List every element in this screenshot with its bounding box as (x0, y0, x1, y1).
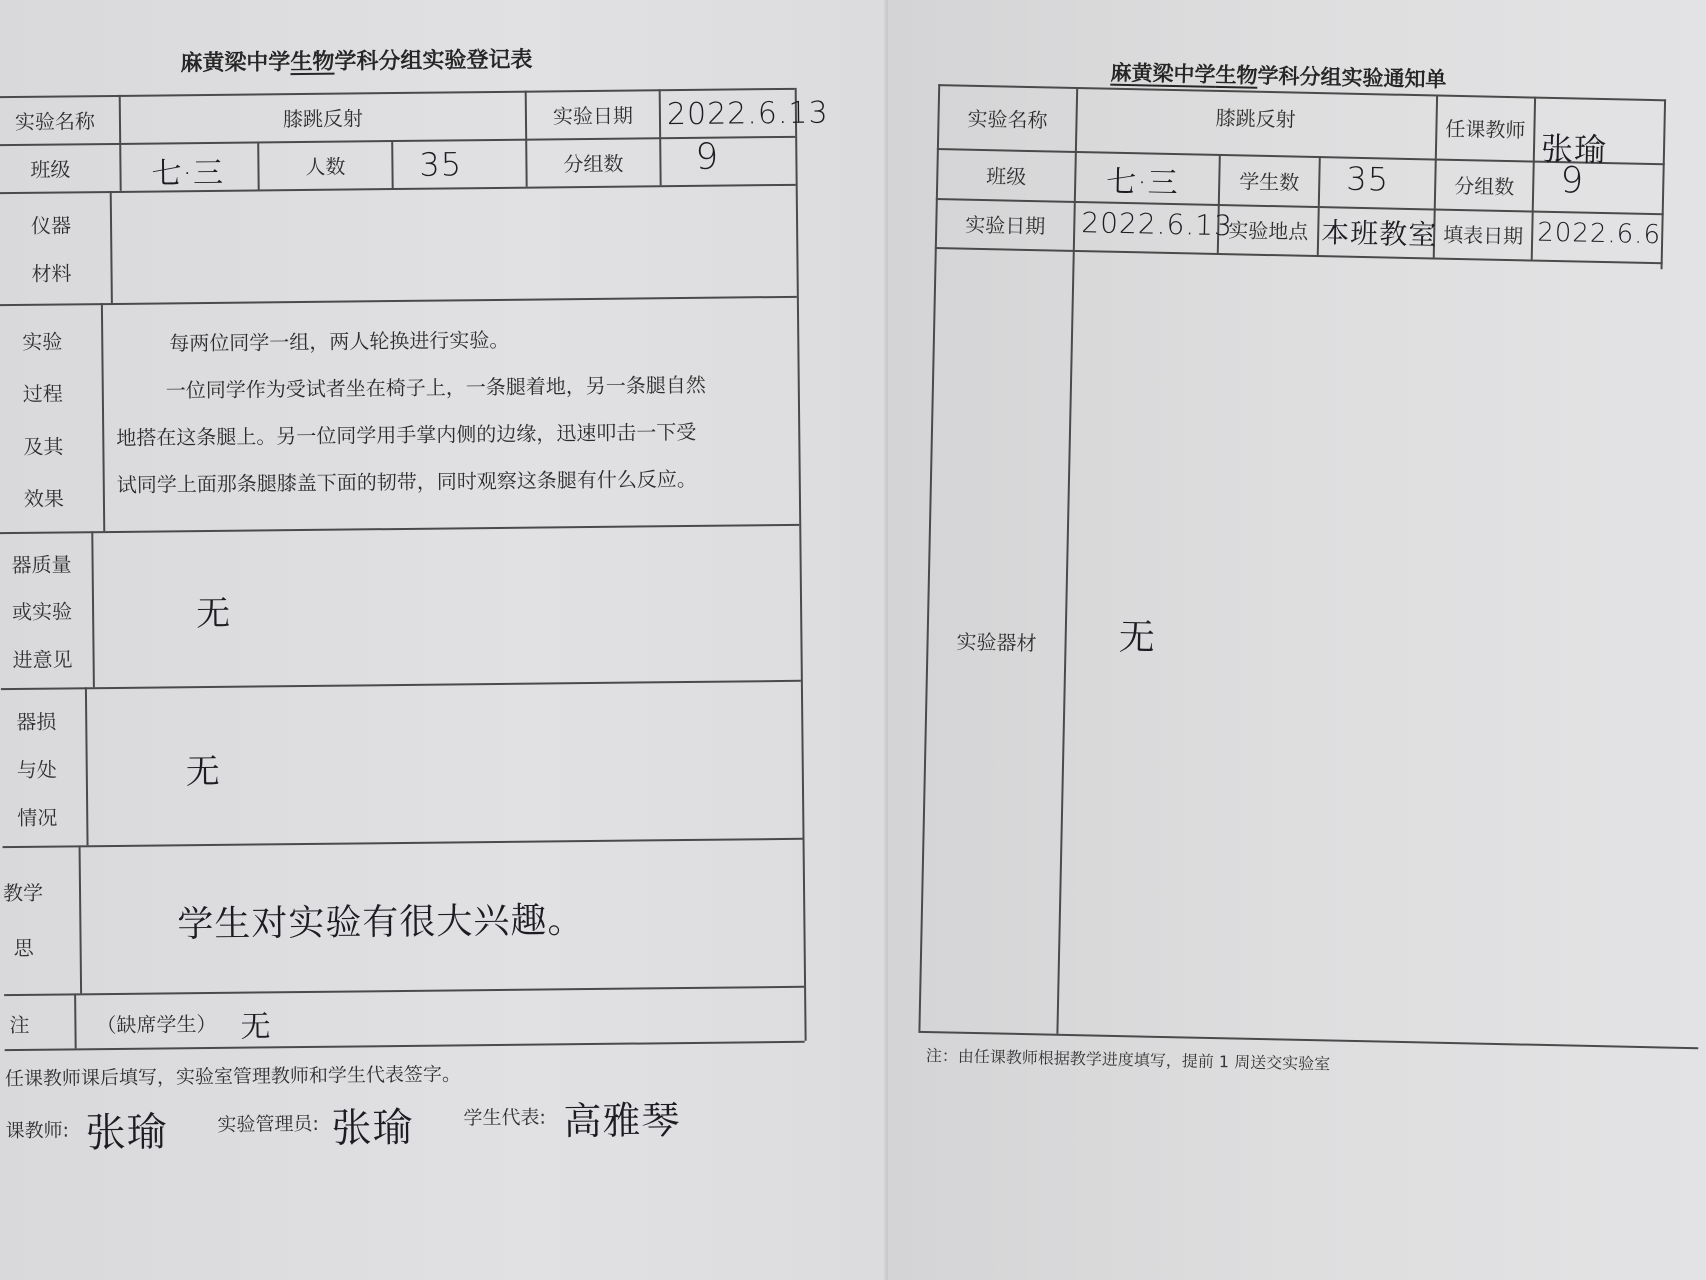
grid-line (0, 296, 797, 306)
left-form-title (180, 43, 532, 78)
label-instruments-1: 仪器 (30, 212, 72, 238)
value-reflection: 学生对实验有很大兴趣。 (177, 900, 585, 946)
label-quality-3: 进意见 (12, 647, 73, 672)
label-reflection-2: 思 (13, 935, 34, 961)
value-teacher: 张瑜 (1540, 129, 1608, 170)
label-process-3: 及其 (23, 434, 64, 459)
label-process-1: 实验 (22, 329, 63, 354)
label-experiment-date: 实验日期 (552, 103, 634, 128)
grid-line (1, 680, 801, 690)
process-description (115, 315, 707, 509)
label-class: 班级 (986, 163, 1027, 189)
label-damage-3: 情况 (17, 805, 58, 830)
label-location: 实验地点 (1228, 218, 1309, 244)
label-experiment-name: 实验名称 (967, 106, 1048, 132)
student-rep-signature: 高雅琴 (563, 1098, 681, 1144)
process-line: 每两位同学一组，两人轮换进行实验。 (169, 327, 510, 356)
process-line: 地搭在这条腿上。另一位同学用手掌内侧的边缘，迅速叩击一下受 (116, 419, 697, 450)
label-remark: 注 (9, 1012, 30, 1037)
left-footer-note: 任课教师课后填写，实验室管理教师和学生代表签字。 (4, 1063, 462, 1091)
left-title-suffix: 学科分组实验登记表 (334, 47, 533, 75)
label-damage-2: 与处 (16, 757, 57, 782)
value-class: 七·三 (151, 155, 225, 192)
teacher-sign-label: 课教师: (5, 1119, 70, 1143)
label-absent: （缺席学生） (96, 1011, 217, 1038)
process-line: 试同学上面那条腿膝盖下面的韧带，同时观察这条腿有什么反应。 (116, 466, 697, 497)
grid-line (101, 303, 105, 531)
label-quality (0, 539, 85, 682)
value-location: 本班教室 (1320, 216, 1438, 252)
label-group-count: 分组数 (563, 151, 624, 176)
label-damage-1: 器损 (16, 709, 57, 734)
label-quality-2: 或实验 (11, 599, 73, 625)
teacher-signature: 张瑜 (85, 1109, 168, 1157)
label-process (0, 313, 89, 524)
label-reflection (3, 864, 44, 974)
value-experiment-name: 膝跳反射 (282, 105, 364, 131)
value-class: 七·三 (1105, 164, 1180, 202)
lab-manager-signature: 张瑜 (331, 1104, 414, 1152)
right-title-school: 麻黄梁中学 (1110, 60, 1216, 87)
value-experiment-date: 2022.6.13 (1081, 206, 1234, 243)
right-sheet (888, 0, 1706, 1280)
grid-line (74, 993, 76, 1048)
label-process-2: 过程 (22, 381, 63, 407)
label-fill-date: 填表日期 (1442, 222, 1524, 249)
grid-line (110, 191, 113, 303)
value-group-count: 9 (1559, 160, 1585, 202)
grid-line (795, 88, 806, 1041)
right-footer-note: 注：由任课教师根据教学进度填写，提前 1 周送交实验室 (925, 1046, 1331, 1074)
value-damage: 无 (185, 751, 221, 793)
value-absent: 无 (240, 1009, 272, 1045)
grid-line (3, 838, 803, 848)
label-quality-1: 器质量 (11, 552, 72, 578)
student-rep-sign-label: 学生代表: (463, 1106, 546, 1130)
label-teacher: 任课教师 (1445, 116, 1526, 142)
value-group-count: 9 (695, 136, 720, 178)
right-form (888, 0, 1706, 1280)
left-title-subject: 生物 (290, 49, 335, 76)
grid-line (5, 1041, 805, 1051)
label-experiment-date: 实验日期 (965, 212, 1046, 239)
label-equipment: 实验器材 (956, 629, 1037, 655)
label-students: 学生数 (1239, 168, 1300, 195)
right-title-subject: 生物 (1215, 62, 1258, 88)
value-experiment-date: 2022.6.13 (666, 95, 829, 133)
label-instruments-2: 材料 (31, 260, 72, 286)
grid-line (91, 531, 94, 687)
value-quality: 无 (195, 593, 232, 635)
label-damage (1, 695, 73, 840)
grid-line (85, 687, 88, 845)
label-experiment-name: 实验名称 (14, 108, 96, 134)
label-class: 班级 (30, 156, 71, 182)
value-headcount: 35 (419, 145, 463, 184)
left-title-school: 麻黄梁中学 (180, 50, 291, 77)
value-fill-date: 2022.6.6 (1536, 217, 1662, 251)
grid-line (79, 845, 82, 993)
lab-manager-sign-label: 实验管理员: (217, 1112, 320, 1136)
process-line: 一位同学作为受试者坐在椅子上，一条腿着地，另一条腿自然 (165, 372, 706, 403)
value-experiment-name: 膝跳反射 (1215, 105, 1296, 132)
label-process-4: 效果 (23, 486, 65, 512)
value-students: 35 (1345, 159, 1390, 199)
label-headcount: 人数 (305, 154, 346, 179)
grid-line (4, 986, 804, 996)
grid-line (0, 524, 799, 534)
grid-line (1661, 99, 1666, 269)
label-instruments (0, 199, 107, 296)
right-title-suffix: 学科分组实验通知单 (1257, 63, 1447, 92)
label-group-count: 分组数 (1453, 173, 1515, 199)
label-reflection-1: 教学 (2, 880, 44, 906)
value-equipment: 无 (1118, 616, 1157, 659)
